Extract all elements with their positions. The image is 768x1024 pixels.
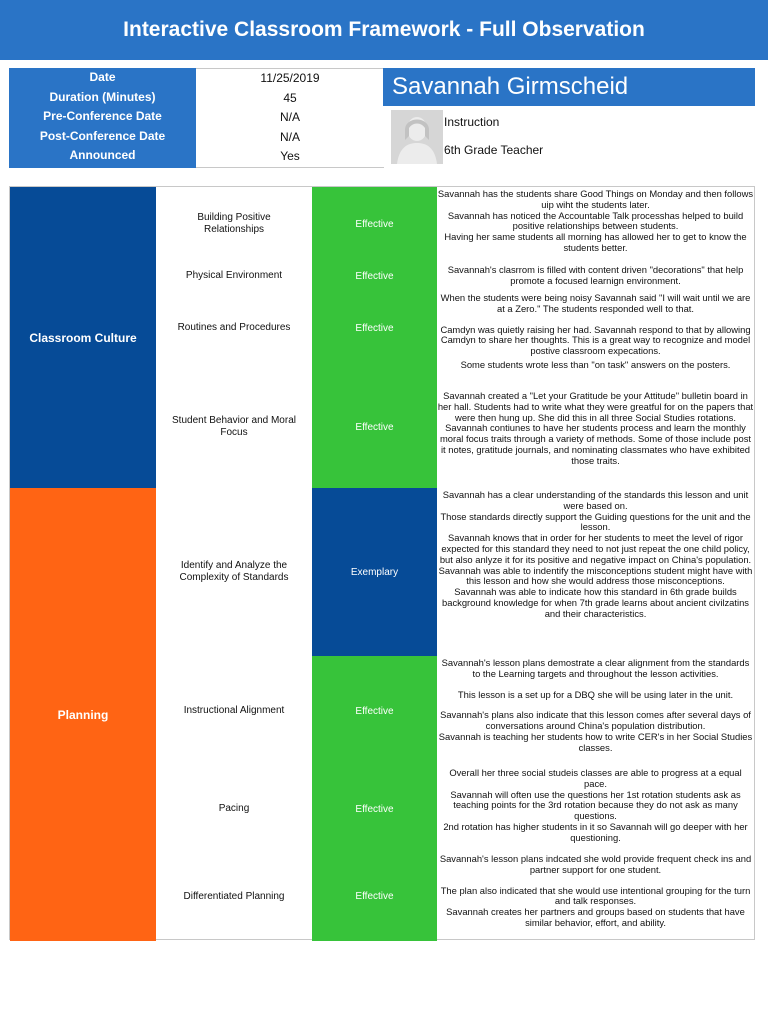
- rating-badge: Effective: [355, 421, 394, 433]
- note-text: Savannah has a clear understanding of the standards this lesson and unit were based on.: [442, 489, 749, 511]
- duration-label: Duration (Minutes): [49, 89, 156, 104]
- rating-badge: Effective: [355, 322, 394, 334]
- notes-cell: [437, 189, 754, 254]
- announced-label: Announced: [69, 148, 136, 163]
- rating-badge: Effective: [355, 218, 394, 230]
- element-name: Building Positive Relationships: [197, 212, 271, 235]
- element-name: Routines and Procedures: [177, 322, 291, 333]
- announced-value: Yes: [280, 149, 300, 164]
- rubric-table: [9, 186, 755, 940]
- note-text: Some students wrote less than "on task" answers on the posters.: [460, 358, 731, 370]
- rating-badge: Effective: [355, 705, 394, 717]
- note-text: Savannah creates her partners and groups based on students that have similar behavior, effort, and ability.: [446, 906, 745, 928]
- rating-badge: Exemplary: [312, 488, 437, 656]
- element-name: Pacing: [218, 803, 250, 814]
- note-text: The plan also indicated that she would use intentional grouping for the turn and talk responses.: [440, 884, 751, 907]
- notes-cell: [437, 854, 754, 929]
- teacher-area: Instruction: [444, 115, 500, 129]
- note-text: Savannah's lesson plans indcated she wold provide frequent check ins and partner support for one student.: [439, 853, 752, 875]
- note-text: When the students were being noisy Savannah said "I will wait until we are at a Zero." The students responded well to that.: [440, 292, 751, 314]
- note-text: Savannah will often use the questions her 1st rotation students ask as teaching points for the 3rd rotation because they do not ask as many questions.: [450, 788, 741, 822]
- person-silhouette-icon: [391, 110, 443, 164]
- observation-details: [9, 68, 755, 168]
- note-text: Having her same students all morning has allowed her to get to know the students better.: [444, 231, 747, 253]
- avatar: [391, 110, 443, 164]
- notes-cell: [437, 391, 754, 467]
- notes-cell: [437, 768, 754, 844]
- note-text: Those standards directly support the Guiding questions for the unit and the lesson.: [440, 510, 751, 533]
- note-text: Savannah has the students share Good Things on Monday and then follows uip wiht the students later.: [437, 188, 754, 210]
- post-conference-label: Post-Conference Date: [39, 128, 166, 143]
- post-conference-value: N/A: [279, 129, 300, 144]
- note-text: Savannah was able to indentify the misconceptions student might have with this lesson and how she would address those misconceptions.: [438, 564, 753, 587]
- note-text: Camdyn was quietly raising her had. Savannah respond to that by allowing Camdyn to share her thoughts. This is a great way to recognize and model postive classroom expecations.: [440, 323, 751, 357]
- notes-cell: [437, 658, 754, 754]
- details-values: [196, 68, 384, 168]
- teacher-title: 6th Grade Teacher: [444, 143, 544, 157]
- element-name: Identify and Analyze the Complexity of Standards: [179, 560, 289, 583]
- note-text: Savannah created a "Let your Gratitude be your Attitude" bulletin board in her hall. Students had to write what they were greatful for on the papers that were then hung up. She did this in all three Social Studies rotations.: [437, 390, 754, 423]
- notes-cell: [437, 265, 754, 287]
- note-text: Savannah was able to indicate how this standard in 6th grade builds background knowledge for when 7th grade learns about ancient civilzatins and their characteristics.: [442, 586, 749, 619]
- note-text: Savannah's clasrrom is filled with content driven "decorations" that help promote a focused learnign environment.: [447, 264, 744, 286]
- note-text: 2nd rotation has higher students in it so Savannah will go deeper with her questioning.: [443, 820, 748, 843]
- rating-badge: Effective: [355, 803, 394, 815]
- note-text: This lesson is a set up for a DBQ she will be using later in the unit.: [457, 688, 734, 700]
- element-name: Differentiated Planning: [183, 890, 285, 902]
- pre-conference-value: N/A: [279, 110, 300, 125]
- domain-classroom-culture: Classroom Culture: [10, 187, 156, 488]
- details-labels: [9, 68, 196, 168]
- note-text: Savannah is teaching her students how to write CER's in her Social Studies classes.: [438, 730, 753, 753]
- element-name: Instructional Alignment: [183, 705, 285, 716]
- duration-value: 45: [283, 90, 297, 105]
- note-text: Savannah contiunes to have her students process and learn the monthly moral focus traits through a variety of methods. Some of those include post it notes, gratitude journals, and nominating classmates who have exhibited those traits.: [439, 422, 752, 466]
- note-text: Savannah knows that in order for her students to meet the level of rigor expected for this standard they need to not just repeat the one child policy, but also anlyze it for its positive and negative impact on China's population.: [439, 532, 752, 565]
- teacher-profile: [383, 68, 755, 168]
- domain-planning: Planning: [10, 488, 156, 941]
- rating-badge: Effective: [355, 890, 394, 902]
- element-name: Physical Environment: [185, 270, 283, 281]
- notes-cell: [437, 490, 754, 620]
- pre-conference-label: Pre-Conference Date: [43, 109, 162, 124]
- date-label: Date: [89, 70, 116, 84]
- notes-cell: [437, 293, 754, 371]
- rating-badge: Effective: [355, 270, 394, 282]
- date-value: 11/25/2019: [260, 71, 320, 85]
- teacher-name: Savannah Girmscheid: [383, 68, 755, 106]
- page-title: Interactive Classroom Framework - Full Observation: [0, 0, 768, 60]
- note-text: Savannah's plans also indicate that this lesson comes after several days of conversations around China's population distribution.: [440, 709, 751, 732]
- note-text: Savannah's lesson plans demostrate a clear alignment from the standards to the Learning targets and throughout the lesson activities.: [441, 657, 750, 679]
- note-text: Savannah has noticed the Accountable Talk processhas helped to build positive relationships between students.: [447, 209, 744, 232]
- note-text: Overall her three social studeis classes are able to progress at a equal pace.: [449, 767, 742, 789]
- element-name: Student Behavior and Moral Focus: [172, 414, 296, 438]
